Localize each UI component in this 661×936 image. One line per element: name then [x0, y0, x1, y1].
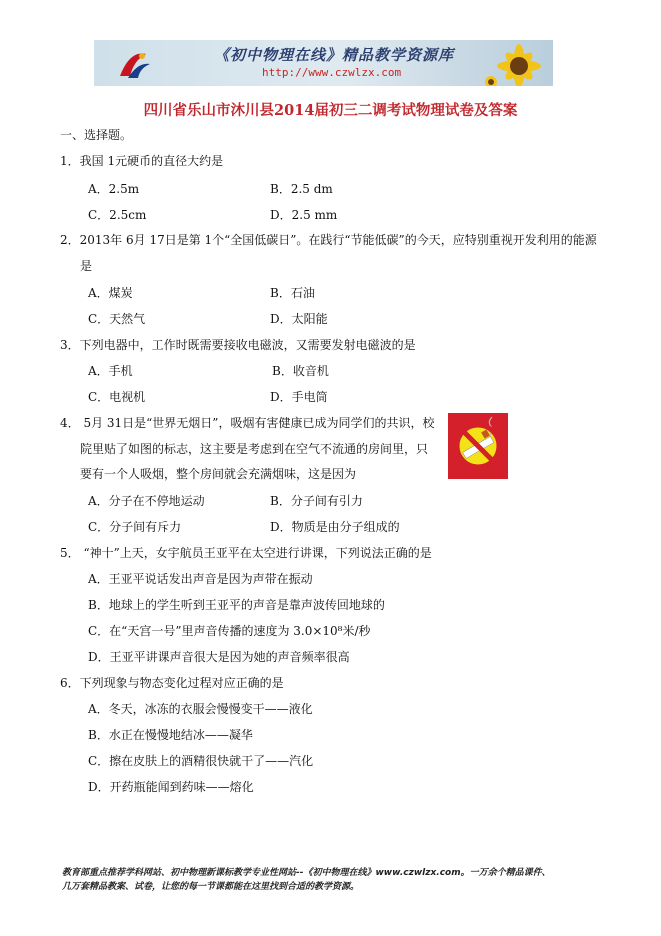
question-5: 5． “神十”上天，女宇航员王亚平在太空进行讲课，下列说法正确的是: [60, 546, 432, 560]
page-footer: [62, 866, 622, 894]
question-1: 1．我国 1元硬币的直径大约是: [60, 154, 224, 168]
q4-option-c: C．分子间有斥力: [88, 520, 182, 534]
q5-option-d: D．王亚平讲课声音很大是因为她的声音频率很高: [88, 650, 350, 664]
banner-url[interactable]: http://www.czwlzx.com: [262, 66, 402, 79]
question-4-line-1: 4． 5月 31日是“世界无烟日”，吸烟有害健康已成为同学们的共识，校: [60, 416, 435, 430]
no-smoking-sign-icon: [448, 413, 508, 479]
q3-option-c: C．电视机: [88, 390, 146, 404]
q6-option-b: B．水正在慢慢地结冰——凝华: [88, 728, 253, 742]
q3-option-d: D．手电筒: [270, 390, 328, 404]
question-6: 6．下列现象与物态变化过程对应正确的是: [60, 676, 284, 690]
q2-option-d: D．太阳能: [270, 312, 328, 326]
question-2-line-2: 是: [80, 259, 93, 273]
footer-line-1: 教育部重点推荐学科网站、初中物理新课标教学专业性网站--《初中物理在线》www.czwlzx.com。一万余个精品课件、: [62, 868, 551, 878]
q5-option-a: A．王亚平说话发出声音是因为声带在振动: [88, 572, 313, 586]
q2-option-b: B．石油: [270, 286, 315, 300]
q1-option-d: D．2.5 mm: [270, 208, 338, 222]
q2-option-c: C．天然气: [88, 312, 146, 326]
header-banner: [94, 40, 553, 86]
banner-title: 《初中物理在线》精品教学资源库: [214, 46, 455, 64]
question-2-line-1: 2．2013年 6月 17日是第 1个“全国低碳日”。在践行“节能低碳”的今天，应特别重视开发利用的能源: [60, 233, 597, 247]
q6-option-d: D．开药瓶能闻到药味——熔化: [88, 780, 254, 794]
czwlzx-logo-icon: [116, 46, 152, 82]
q3-option-a: A．手机: [88, 364, 133, 378]
q2-option-a: A．煤炭: [88, 286, 133, 300]
q1-option-a: A．2.5m: [88, 182, 140, 196]
q5-option-b: B．地球上的学生听到王亚平的声音是靠声波传回地球的: [88, 598, 385, 612]
q1-option-b: B．2.5 dm: [270, 182, 333, 196]
q5-option-c: C．在“天宫一号”里声音传播的速度为 3.0×10⁸米/秒: [88, 624, 371, 638]
q6-option-c: C．擦在皮肤上的酒精很快就干了——汽化: [88, 754, 314, 768]
section-heading: 一、选择题。: [60, 128, 133, 142]
q3-option-b: B．收音机: [272, 364, 329, 378]
q4-option-b: B．分子间有引力: [270, 494, 363, 508]
document-title: 四川省乐山市沐川县2014届初三二调考试物理试卷及答案: [143, 102, 518, 119]
q1-option-c: C．2.5cm: [88, 208, 147, 222]
q4-option-a: A．分子在不停地运动: [88, 494, 205, 508]
question-3: 3．下列电器中，工作时既需要接收电磁波，又需要发射电磁波的是: [60, 338, 416, 352]
sunflower-icon: [479, 40, 549, 86]
question-4-line-2: 院里贴了如图的标志，这主要是考虑到在空气不流通的房间里，只: [80, 442, 429, 456]
question-4-line-3: 要有一个人吸烟，整个房间就会充满烟味，这是因为: [80, 467, 357, 481]
footer-line-2: 几万套精品教案、试卷，让您的每一节课都能在这里找到合适的教学资源。: [62, 882, 360, 892]
q6-option-a: A．冬天，冰冻的衣服会慢慢变干——液化: [88, 702, 313, 716]
q4-option-d: D．物质是由分子组成的: [270, 520, 400, 534]
